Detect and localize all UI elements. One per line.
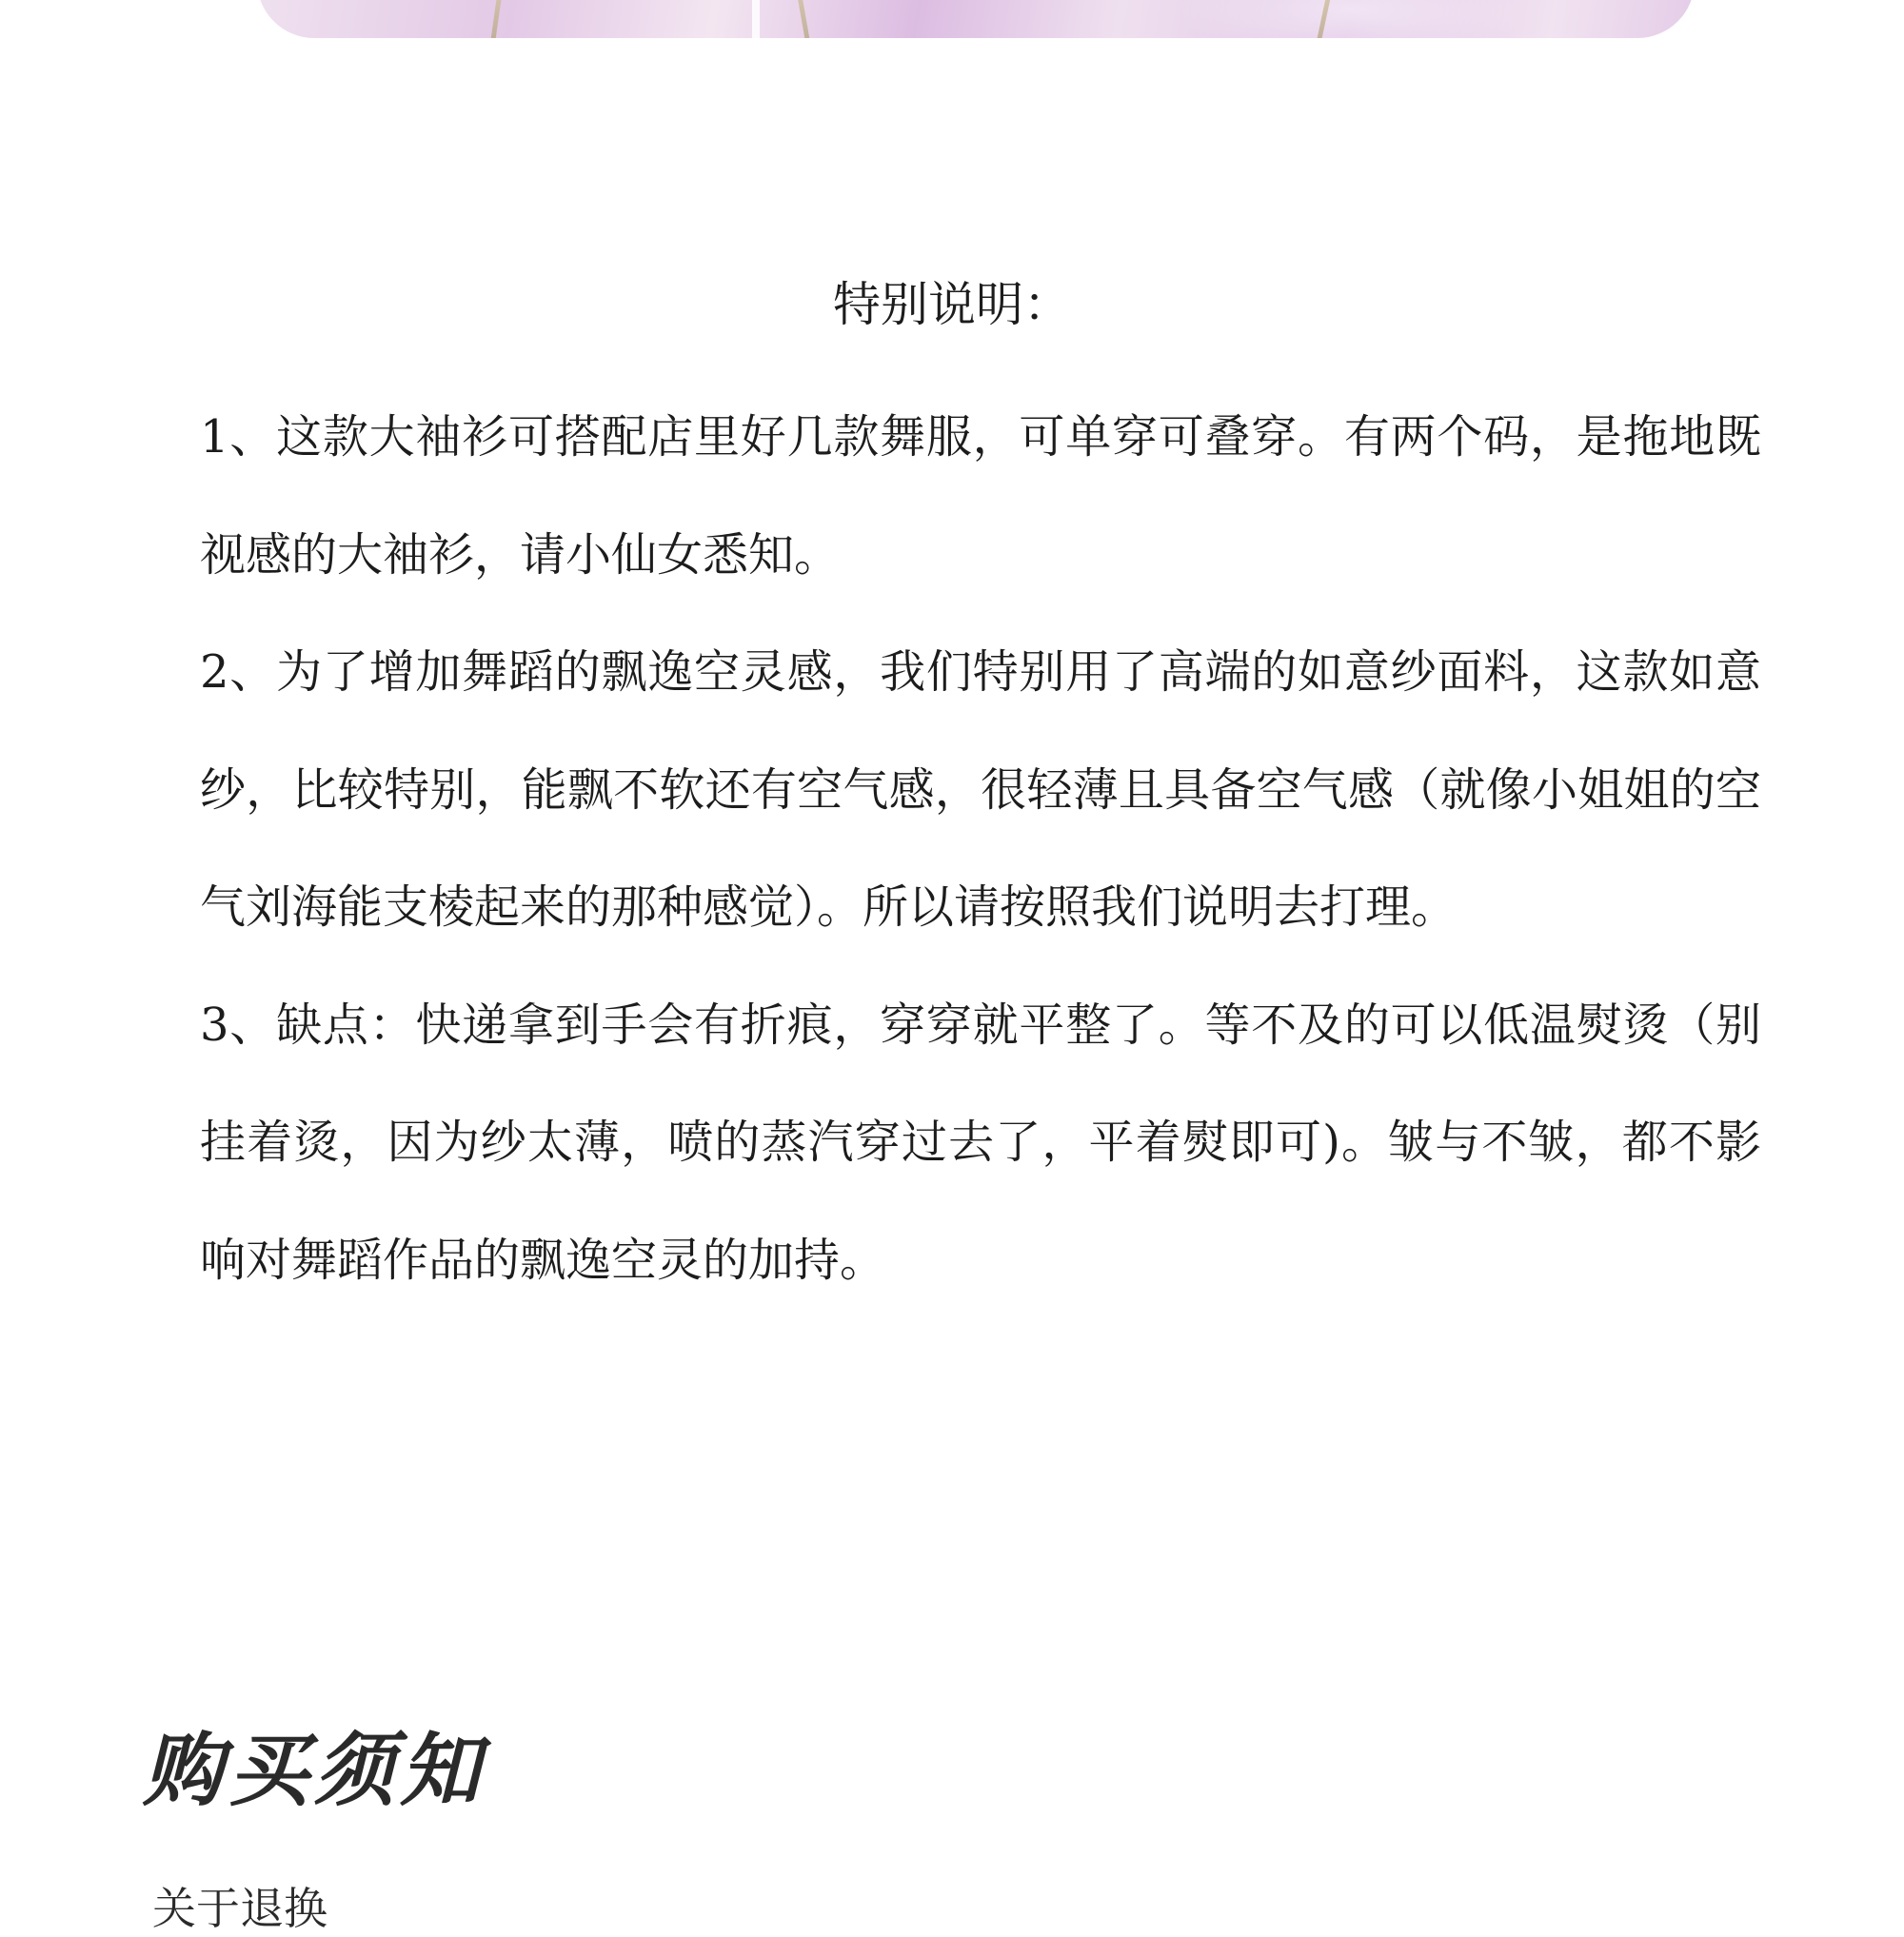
top-banner-image bbox=[257, 0, 1695, 38]
notice-paragraph-3: 3、缺点：快递拿到手会有折痕，穿穿就平整了。等不及的可以低温熨烫（别挂着烫，因为纱太薄，喷的蒸汽穿过去了，平着熨即可)。皱与不皱，都不影响对舞蹈作品的飘逸空灵的加持。 bbox=[200, 998, 1761, 1287]
notice-title: 特别说明： bbox=[833, 277, 1071, 332]
purchase-notice-heading: 购买须知 bbox=[143, 1723, 486, 1817]
notice-paragraph-2: 2、为了增加舞蹈的飘逸空灵感，我们特别用了高端的如意纱面料，这款如意纱，比较特别，能飘不软还有空气感，很轻薄且具备空气感（就像小姐姐的空气刘海能支棱起来的那种感觉）。所以请按照我们说明去打理。 bbox=[200, 645, 1761, 934]
return-exchange-subheading: 关于退换 bbox=[152, 1883, 327, 1934]
notice-body bbox=[200, 379, 1761, 1319]
notice-paragraph-1: 1、这款大袖衫可搭配店里好几款舞服，可单穿可叠穿。有两个码，是拖地既视感的大袖衫，请小仙女悉知。 bbox=[200, 410, 1761, 582]
